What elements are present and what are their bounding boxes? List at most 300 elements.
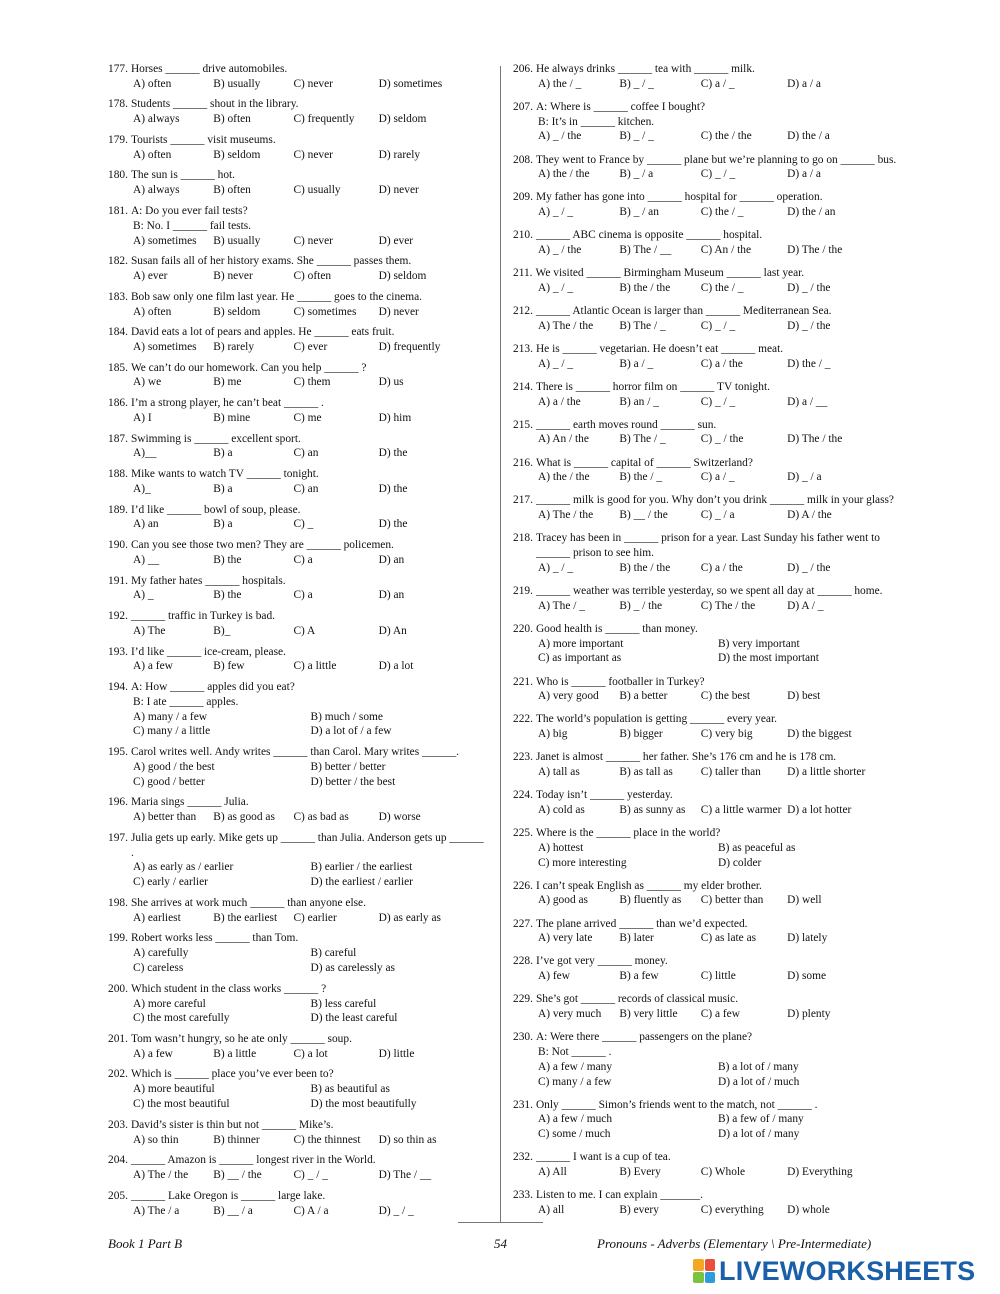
answer-option[interactable]: D) never <box>378 184 419 197</box>
answer-option[interactable]: B) __ / the <box>213 1169 262 1182</box>
answer-option[interactable]: B) a <box>213 518 233 531</box>
answer-option[interactable]: C) _ / _ <box>293 1169 328 1182</box>
answer-option[interactable]: D) best <box>787 690 821 703</box>
answer-option[interactable]: C) _ / the <box>700 433 744 446</box>
answer-option[interactable]: D) better / the best <box>310 775 396 788</box>
answer-option[interactable]: C) careless <box>133 962 184 975</box>
answer-option[interactable]: D) a lot hotter <box>787 803 852 816</box>
answer-option[interactable]: A) The / a <box>133 1204 180 1217</box>
answer-options <box>108 340 488 355</box>
answer-options <box>513 1007 898 1022</box>
question-text: We can’t do our homework. Can you help ______ ? <box>130 361 367 374</box>
question-item <box>108 795 488 825</box>
answer-option[interactable]: A) carefully <box>133 947 189 960</box>
answer-option[interactable]: A) All <box>538 1166 567 1179</box>
answer-option[interactable]: C) _ / _ <box>700 168 736 181</box>
answer-option[interactable]: C) A / a <box>293 1204 329 1217</box>
question-item <box>513 190 898 220</box>
answer-option[interactable]: A) good as <box>538 894 588 907</box>
question-stem <box>513 1188 898 1203</box>
question-item <box>108 896 488 926</box>
question-item <box>108 467 488 497</box>
answer-option[interactable]: C) early / earlier <box>133 876 208 889</box>
answer-option[interactable]: C) taller than <box>700 766 761 779</box>
answer-options <box>108 517 488 532</box>
answer-option[interactable]: C) very big <box>700 728 753 741</box>
answer-option[interactable]: B) as good as <box>213 811 275 824</box>
answer-option[interactable]: B) seldom <box>213 148 261 161</box>
question-number: 192. <box>108 610 128 623</box>
question-item <box>108 396 488 426</box>
answer-option[interactable]: C) sometimes <box>293 305 357 318</box>
answer-option[interactable]: D) plenty <box>787 1008 831 1021</box>
answer-option[interactable]: C) many / a little <box>133 725 211 738</box>
question-text: David eats a lot of pears and apples. He ______ eats fruit. <box>130 326 395 339</box>
answer-option[interactable]: A)__ <box>133 447 157 460</box>
logo-tile <box>693 1272 704 1284</box>
answer-option[interactable]: A) tall as <box>538 766 580 779</box>
answer-option[interactable]: B) the / _ <box>619 471 663 484</box>
question-text: Swimming is ______ excellent sport. <box>130 432 301 445</box>
answer-option[interactable]: B) often <box>213 113 251 126</box>
answer-option[interactable]: A) I <box>133 411 152 424</box>
answer-option[interactable]: A) always <box>133 184 180 197</box>
question-number: 179. <box>108 133 128 146</box>
answer-option[interactable]: B) a little <box>213 1047 257 1060</box>
answer-options <box>513 281 898 296</box>
answer-option[interactable]: A) The / the <box>538 509 594 522</box>
answer-option[interactable]: A) _ / the <box>538 244 582 257</box>
answer-option[interactable]: B) the <box>213 553 242 566</box>
answer-option[interactable]: D) _ / the <box>787 319 831 332</box>
answer-option[interactable]: A) few <box>538 970 570 983</box>
answer-option[interactable]: A) more careful <box>133 997 206 1010</box>
answer-option[interactable]: C) better than <box>700 894 764 907</box>
answer-option[interactable]: A) _ / _ <box>538 206 574 219</box>
answer-option[interactable]: D) the / _ <box>787 357 831 370</box>
answer-option[interactable]: C) as late as <box>700 932 757 945</box>
answer-options <box>108 1168 488 1183</box>
answer-option[interactable]: C) _ / _ <box>700 395 736 408</box>
answer-option[interactable]: A) better than <box>133 811 197 824</box>
answer-option[interactable]: D) colder <box>718 856 762 869</box>
answer-option[interactable]: D) Everything <box>787 1166 853 1179</box>
answer-option[interactable]: C) _ / a <box>700 509 735 522</box>
answer-option[interactable]: B) as peaceful as <box>718 841 796 854</box>
answer-option[interactable]: A) the / the <box>538 471 590 484</box>
answer-options <box>513 765 898 780</box>
answer-option[interactable]: C) many / a few <box>538 1075 612 1088</box>
question-item <box>513 584 898 614</box>
answer-option[interactable]: B) less careful <box>310 997 377 1010</box>
answer-option[interactable]: B) much / some <box>310 710 383 723</box>
answer-option[interactable]: C) never <box>293 234 333 247</box>
answer-option[interactable]: C) often <box>293 270 332 283</box>
answer-options <box>513 319 898 334</box>
answer-option[interactable]: A) always <box>133 113 180 126</box>
answer-option[interactable]: D) sometimes <box>378 77 443 90</box>
question-stem <box>108 432 488 447</box>
answer-option[interactable]: C) _ <box>293 518 314 531</box>
answer-option[interactable]: A) more beautiful <box>133 1083 215 1096</box>
answer-option[interactable]: A) _ / _ <box>538 561 574 574</box>
question-item <box>513 712 898 742</box>
answer-option[interactable]: D) some <box>787 970 827 983</box>
answer-option[interactable]: A) ever <box>133 270 168 283</box>
answer-option[interactable]: D) the <box>378 482 408 495</box>
answer-option[interactable]: A) The / _ <box>538 599 585 612</box>
answer-option[interactable]: B) me <box>213 376 242 389</box>
answer-option[interactable]: D) an <box>378 553 405 566</box>
answer-option[interactable]: B) The / __ <box>619 244 672 257</box>
answer-option[interactable]: A) very good <box>538 690 599 703</box>
question-number: 203. <box>108 1118 128 1131</box>
question-text: The world’s population is getting ______ every year. <box>535 713 777 726</box>
answer-options <box>513 1060 898 1090</box>
answer-option[interactable]: B) every <box>619 1204 659 1216</box>
question-number: 205. <box>108 1189 128 1202</box>
answer-option[interactable]: B) a few of / many <box>718 1113 804 1126</box>
question-text: Horses ______ drive automobiles. <box>130 63 288 75</box>
answer-option[interactable]: B) _ / _ <box>619 77 654 90</box>
answer-option[interactable]: A) sometimes <box>133 340 197 353</box>
answer-option[interactable]: D) An <box>378 624 407 637</box>
question-number: 227. <box>513 917 533 930</box>
answer-option[interactable]: C) Whole <box>700 1166 746 1179</box>
answer-option[interactable]: C) everything <box>700 1204 764 1216</box>
answer-option[interactable]: A) the / _ <box>538 77 582 90</box>
answer-option[interactable]: D) the biggest <box>787 728 852 741</box>
answer-option[interactable]: B) earlier / the earliest <box>310 861 413 874</box>
answer-option[interactable]: B) the <box>213 589 242 602</box>
answer-option[interactable]: B) bigger <box>619 728 663 741</box>
answer-option[interactable]: C) as important as <box>538 652 622 665</box>
answer-option[interactable]: B) the / the <box>619 561 671 574</box>
answer-option[interactable]: D) a / a <box>787 168 821 181</box>
answer-option[interactable]: A) a / the <box>538 395 581 408</box>
answer-option[interactable]: B) as sunny as <box>619 803 686 816</box>
question-stem <box>513 153 898 168</box>
answer-option[interactable]: D) a little shorter <box>787 766 866 779</box>
answer-option[interactable]: C) a / the <box>700 561 743 574</box>
answer-option[interactable]: C) a / _ <box>700 471 735 484</box>
answer-option[interactable]: C) earlier <box>293 911 337 924</box>
answer-option[interactable]: B) usually <box>213 77 261 90</box>
answer-options <box>108 760 488 790</box>
answer-option[interactable]: A) a few / much <box>538 1113 613 1126</box>
answer-option[interactable]: D) ever <box>378 234 414 247</box>
answer-option[interactable]: B) careful <box>310 947 357 960</box>
answer-option[interactable]: D) him <box>378 411 412 424</box>
answer-option[interactable]: D) whole <box>787 1204 830 1216</box>
answer-option[interactable]: B) very important <box>718 637 800 650</box>
answer-option[interactable]: B) later <box>619 932 654 945</box>
answer-option[interactable]: D) a lot of / much <box>718 1075 800 1088</box>
answer-option[interactable]: D) frequently <box>378 340 441 353</box>
answer-option[interactable]: A) The / the <box>133 1169 189 1182</box>
answer-option[interactable]: D) worse <box>378 811 421 824</box>
answer-option[interactable]: D) as early as <box>378 911 441 924</box>
answer-option[interactable]: C) some / much <box>538 1128 611 1141</box>
answer-option[interactable]: B) a <box>213 482 233 495</box>
answer-option[interactable]: A) _ / _ <box>538 281 574 294</box>
answer-option[interactable]: A) so thin <box>133 1133 179 1146</box>
answer-option[interactable]: D) us <box>378 376 404 389</box>
logo-tile <box>693 1259 704 1271</box>
answer-option[interactable]: C) them <box>293 376 331 389</box>
answer-option[interactable]: B) _ / an <box>619 206 659 219</box>
answer-option[interactable]: A) a few <box>133 660 173 673</box>
answer-option[interactable]: B) often <box>213 184 251 197</box>
question-number: 215. <box>513 418 533 431</box>
answer-option[interactable]: B) few <box>213 660 245 673</box>
question-number: 208. <box>513 153 533 166</box>
answer-option[interactable]: C) a / the <box>700 357 743 370</box>
question-number: 228. <box>513 955 533 968</box>
answer-option[interactable]: D) so thin as <box>378 1133 437 1146</box>
answer-option[interactable]: B) never <box>213 270 253 283</box>
answer-options <box>108 269 488 284</box>
answer-option[interactable]: C) good / better <box>133 775 205 788</box>
answer-option[interactable]: C) ever <box>293 340 328 353</box>
answer-option[interactable]: B) _ / a <box>619 168 654 181</box>
answer-option[interactable]: A) _ / the <box>538 130 582 143</box>
answer-option[interactable]: D) the <box>378 447 408 460</box>
question-stem <box>513 1030 898 1045</box>
answer-option[interactable]: D) _ / _ <box>378 1204 414 1217</box>
question-number: 225. <box>513 827 533 840</box>
answer-option[interactable]: B) __ / a <box>213 1204 253 1217</box>
answer-option[interactable]: B)_ <box>213 624 231 637</box>
answer-option[interactable]: A) big <box>538 728 568 741</box>
question-text: Today isn’t ______ yesterday. <box>535 789 673 802</box>
question-number: 232. <box>513 1151 533 1164</box>
question-stem <box>108 168 488 183</box>
answer-option[interactable]: B) better / better <box>310 760 386 773</box>
answer-option[interactable]: B) usually <box>213 234 261 247</box>
answer-option[interactable]: A) __ <box>133 553 160 566</box>
question-number: 199. <box>108 932 128 945</box>
answer-option[interactable]: A) a few / many <box>538 1060 613 1073</box>
answer-option[interactable]: C) never <box>293 77 333 90</box>
answer-option[interactable]: C) an <box>293 447 319 460</box>
answer-option[interactable]: C) _ / _ <box>700 319 736 332</box>
answer-option[interactable]: D) the <box>378 518 408 531</box>
answer-option[interactable]: C) an <box>293 482 319 495</box>
question-text: The plane arrived ______ than we’d expected. <box>535 917 748 930</box>
answer-option[interactable]: D) little <box>378 1047 415 1060</box>
question-item <box>108 1032 488 1062</box>
answer-option[interactable]: A) earliest <box>133 911 181 924</box>
answer-option[interactable]: C) a few <box>700 1008 740 1021</box>
answer-option[interactable]: D) a lot of / many <box>718 1128 800 1141</box>
question-item <box>108 432 488 462</box>
answer-option[interactable]: C) the most carefully <box>133 1012 230 1025</box>
answer-option[interactable]: B) _ / the <box>619 599 663 612</box>
question-item <box>108 168 488 198</box>
answer-option[interactable]: D) the earliest / earlier <box>310 876 413 889</box>
answer-option[interactable]: A) An / the <box>538 433 589 446</box>
question-stem <box>513 954 898 969</box>
question-item <box>513 826 898 870</box>
answer-option[interactable]: D) a / a <box>787 77 821 90</box>
answer-option[interactable]: A) often <box>133 148 172 161</box>
answer-option[interactable]: C) me <box>293 411 322 424</box>
answer-options <box>513 395 898 410</box>
question-item <box>513 418 898 448</box>
question-item <box>513 675 898 705</box>
answer-options <box>513 969 898 984</box>
answer-option[interactable]: A) _ <box>133 589 154 602</box>
answer-option[interactable]: D) seldom <box>378 270 427 283</box>
answer-option[interactable]: C) the most beautiful <box>133 1098 230 1111</box>
answer-option[interactable]: A) a few <box>133 1047 173 1060</box>
answer-option[interactable]: C) a <box>293 553 313 566</box>
answer-option[interactable]: B) a <box>213 447 233 460</box>
answer-option[interactable]: D) The / the <box>787 433 843 446</box>
answer-option[interactable]: D) the most beautifully <box>310 1098 417 1111</box>
answer-option[interactable]: D) as carelessly as <box>310 962 395 975</box>
answer-option[interactable]: C) never <box>293 148 333 161</box>
answer-option[interactable]: B) seldom <box>213 305 261 318</box>
question-text: Tourists ______ visit museums. <box>130 133 276 146</box>
answer-option[interactable]: A) often <box>133 77 172 90</box>
answer-option[interactable]: B) the earliest <box>213 911 278 924</box>
answer-option[interactable]: D) the least careful <box>310 1012 398 1025</box>
question-stem <box>108 680 488 695</box>
question-text: The sun is ______ hot. <box>130 169 236 182</box>
answer-option[interactable]: D) _ / the <box>787 561 831 574</box>
answer-option[interactable]: C) a little warmer <box>700 803 782 816</box>
answer-option[interactable]: D) a lot of / a few <box>310 725 392 738</box>
answer-option[interactable]: A) sometimes <box>133 234 197 247</box>
answer-option[interactable]: A) cold as <box>538 803 585 816</box>
answer-option[interactable]: D) A / the <box>787 509 832 522</box>
answer-option[interactable]: A) more important <box>538 637 624 650</box>
answer-options <box>108 911 488 926</box>
answer-option[interactable]: D) A / _ <box>787 599 824 612</box>
answer-option[interactable]: A) good / the best <box>133 760 215 773</box>
question-number: 181. <box>108 204 128 217</box>
question-stem <box>513 917 898 932</box>
answer-option[interactable]: D) The / the <box>787 244 843 257</box>
answer-option[interactable]: D) never <box>378 305 419 318</box>
answer-option[interactable]: A) many / a few <box>133 710 208 723</box>
answer-option[interactable]: C) the best <box>700 690 751 703</box>
answer-option[interactable]: A) often <box>133 305 172 318</box>
answer-option[interactable]: C) a / _ <box>700 77 735 90</box>
answer-option[interactable]: B) very little <box>619 1008 678 1021</box>
answer-option[interactable]: B) The / _ <box>619 319 666 332</box>
question-item <box>513 1030 898 1089</box>
answer-option[interactable]: C) a lot <box>293 1047 328 1060</box>
question-number: 216. <box>513 456 533 469</box>
question-text: Who is ______ footballer in Turkey? <box>535 675 705 688</box>
answer-option[interactable]: D) lately <box>787 932 828 945</box>
question-number: 194. <box>108 681 128 694</box>
answer-option[interactable]: C) a little <box>293 660 337 673</box>
answer-option[interactable]: C) the / _ <box>700 206 744 219</box>
answer-option[interactable]: B) mine <box>213 411 251 424</box>
answer-option[interactable]: A) as early as / earlier <box>133 861 234 874</box>
answer-option[interactable]: B) Every <box>619 1166 661 1179</box>
answer-option[interactable]: B) an / _ <box>619 395 659 408</box>
answer-option[interactable]: C) the thinnest <box>293 1133 361 1146</box>
answer-option[interactable]: A)_ <box>133 482 151 495</box>
answer-option[interactable]: D) the / an <box>787 206 836 219</box>
answer-option[interactable]: B) a few <box>619 970 659 983</box>
answer-option[interactable]: B) a lot of / many <box>718 1060 799 1073</box>
answer-option[interactable]: A) _ / _ <box>538 357 574 370</box>
answer-option[interactable]: D) a lot <box>378 660 414 673</box>
answer-option[interactable]: C) the / the <box>700 130 752 143</box>
question-number: 185. <box>108 361 128 374</box>
answer-option[interactable]: D) The / __ <box>378 1169 432 1182</box>
answer-option[interactable]: C) A <box>293 624 316 637</box>
answer-option[interactable]: A) we <box>133 376 162 389</box>
answer-option[interactable]: B) fluently as <box>619 894 682 907</box>
answer-option[interactable]: B) The / _ <box>619 433 666 446</box>
answer-option[interactable]: B) _ / _ <box>619 130 654 143</box>
answer-option[interactable]: A) The / the <box>538 319 594 332</box>
question-number: 210. <box>513 229 533 242</box>
question-number: 233. <box>513 1189 533 1202</box>
answer-option[interactable]: D) _ / a <box>787 471 822 484</box>
answer-option[interactable]: B) thinner <box>213 1133 260 1146</box>
answer-option[interactable]: D) an <box>378 589 405 602</box>
answer-option[interactable]: B) __ / the <box>619 509 668 522</box>
answer-option[interactable]: A) all <box>538 1204 565 1216</box>
question-text: A: Do you ever fail tests? <box>130 204 248 217</box>
answer-option[interactable]: D) the most important <box>718 652 819 665</box>
answer-option[interactable]: A) the / the <box>538 168 590 181</box>
answer-option[interactable]: C) little <box>700 970 736 983</box>
answer-option[interactable]: A) very late <box>538 932 593 945</box>
answer-option[interactable]: B) the / the <box>619 281 671 294</box>
answer-option[interactable]: C) more interesting <box>538 856 627 869</box>
answer-option[interactable]: D) rarely <box>378 148 421 161</box>
answer-option[interactable]: A) very much <box>538 1008 602 1021</box>
answer-option[interactable]: D) _ / the <box>787 281 831 294</box>
answer-option[interactable]: A) an <box>133 518 159 531</box>
answer-option[interactable]: B) as tall as <box>619 766 673 779</box>
answer-option[interactable]: B) rarely <box>213 340 255 353</box>
answer-option[interactable]: D) a / __ <box>787 395 828 408</box>
answer-option[interactable]: C) frequently <box>293 113 355 126</box>
question-stem <box>513 1150 898 1165</box>
answer-option[interactable]: C) a <box>293 589 313 602</box>
question-stem <box>513 675 898 690</box>
answer-option[interactable]: C) as bad as <box>293 811 349 824</box>
answer-option[interactable]: C) The / the <box>700 599 756 612</box>
answer-option[interactable]: C) the / _ <box>700 281 744 294</box>
answer-options <box>108 1082 488 1112</box>
question-stem <box>108 396 488 411</box>
answer-option[interactable]: A) The <box>133 624 166 637</box>
answer-option[interactable]: D) seldom <box>378 113 427 126</box>
answer-option[interactable]: B) as beautiful as <box>310 1083 390 1096</box>
answer-options <box>108 77 488 92</box>
right-question-column <box>513 62 898 1218</box>
answer-option[interactable]: C) usually <box>293 184 341 197</box>
answer-option[interactable]: D) the / a <box>787 130 830 143</box>
answer-option[interactable]: B) a better <box>619 690 668 703</box>
answer-option[interactable]: D) well <box>787 894 822 907</box>
answer-option[interactable]: B) a / _ <box>619 357 654 370</box>
answer-option[interactable]: A) hottest <box>538 841 584 854</box>
answer-option[interactable]: C) An / the <box>700 244 752 257</box>
question-number: 207. <box>513 100 533 113</box>
